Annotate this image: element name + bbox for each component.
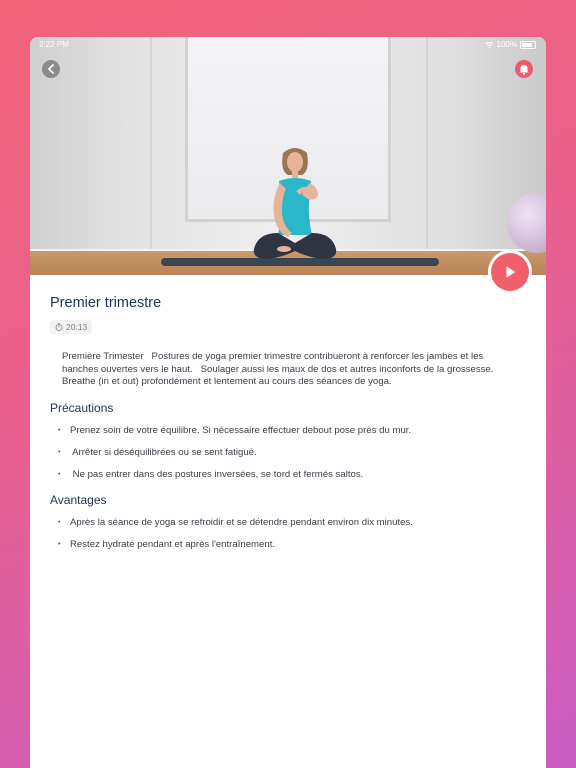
page-title: Premier trimestre	[50, 295, 162, 311]
play-icon	[503, 265, 517, 279]
play-button-circle	[491, 253, 529, 291]
wall-panel-line	[150, 37, 152, 255]
description-text: Première Trimester Postures de yoga premier trimestre contribueront à renforcer les jambes et les hanches ouvertes vers le haut. Soulager aussi les maux de dos et autres inconforts de la grossesse. Breathe (in et out) profondément et lentement au cours des séances de yoga.	[62, 351, 494, 387]
status-indicators	[485, 40, 536, 49]
list-item: • Prenez soin de votre équilibre. Si nécessaire effectuer debout pose près du mur.	[50, 425, 526, 437]
duration-text: 20:13	[66, 322, 88, 332]
exercise-illustration	[30, 37, 546, 275]
play-button[interactable]	[488, 250, 532, 294]
timer-icon	[55, 323, 63, 331]
list-item: • Arrêter si déséquilibrées ou se sent fatigué.	[50, 447, 526, 459]
chevron-left-icon	[47, 64, 55, 74]
precautions-heading: Précautions	[50, 400, 114, 415]
reminder-button[interactable]	[515, 60, 533, 78]
precautions-list	[50, 425, 526, 481]
list-item: • Restez hydraté pendant et après l'entraînement.	[50, 539, 526, 551]
battery-icon	[520, 41, 536, 49]
app-window	[30, 37, 546, 768]
wall-panel-line	[426, 37, 428, 255]
wifi-icon	[485, 41, 494, 48]
bell-icon	[519, 64, 529, 75]
battery-percent: 100%	[496, 40, 517, 49]
advantages-list	[50, 517, 526, 551]
status-time: 2:22 PM	[39, 40, 69, 49]
list-item: • Ne pas entrer dans des postures inversées, se tord et fermés saltos.	[50, 469, 526, 481]
list-item: • Après la séance de yoga se refroidir et se détendre pendant environ dix minutes.	[50, 517, 526, 529]
yoga-woman-figure	[252, 145, 338, 265]
duration-badge	[50, 320, 92, 334]
back-button[interactable]	[42, 60, 60, 78]
advantages-heading: Avantages	[50, 492, 107, 507]
exercise-details	[50, 295, 526, 561]
status-bar	[30, 37, 546, 51]
